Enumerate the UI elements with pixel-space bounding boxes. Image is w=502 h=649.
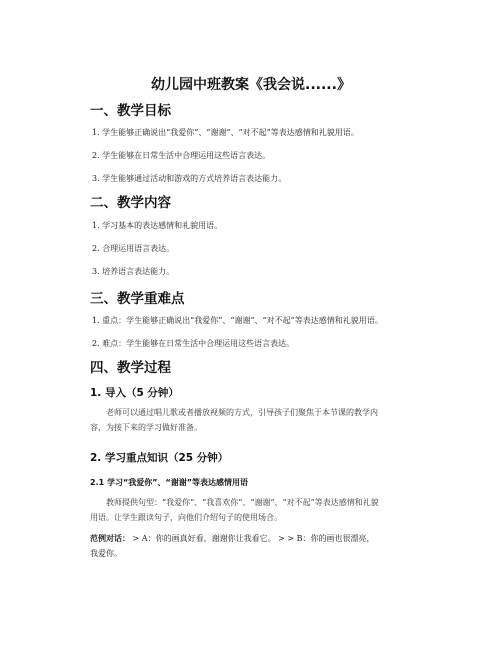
step-heading-learning: 2. 学习重点知识（25 分钟） <box>90 452 229 464</box>
list-item: 2. 难点：学生能够在日常生活中合理运用这些语言表达。 <box>92 339 295 348</box>
list-item: 2. 合理运用语言表达。 <box>92 244 175 253</box>
paragraph-line: 老师可以通过唱儿歌或者播放视频的方式，引导孩子们聚焦于本节课的教学内 <box>106 408 378 417</box>
section-heading-content: 二、教学内容 <box>90 195 171 211</box>
paragraph-line: 容，为接下来的学习做好准备。 <box>90 423 202 432</box>
example-dialog <box>90 531 430 561</box>
section-heading-process: 四、教学过程 <box>90 360 171 376</box>
list-item: 3. 培养语言表达能力。 <box>92 267 175 276</box>
paragraph-line: 用语。让学生跟读句子，向他们介绍句子的使用场合。 <box>90 513 282 522</box>
sub-heading-expressions: 2.1 学习“我爱你”、“谢谢”等表达感情用语 <box>90 478 248 487</box>
list-item: 2. 学生能够在日常生活中合理运用这些语言表达。 <box>92 151 271 160</box>
list-item: 1. 重点：学生能够正确说出“我爱你”、“谢谢”、“对不起”等表达感情和礼貌用语。 <box>92 316 383 325</box>
dialog-label: 范例对话： <box>90 534 130 543</box>
section-heading-goals: 一、教学目标 <box>90 103 171 119</box>
page-title: 幼儿园中班教案《我会说......》 <box>151 77 351 93</box>
list-item: 3. 学生能够通过活动和游戏的方式培养语言表达能力。 <box>92 174 287 183</box>
dialog-line: > A：你的画真好看，谢谢你让我看它。 > > B：你的画也很漂亮， <box>130 534 375 543</box>
list-item: 1. 学生能够正确说出“我爱你”、“谢谢”、“对不起”等表达感情和礼貌用语。 <box>92 128 359 137</box>
dialog-line: 我爱你。 <box>90 549 122 558</box>
paragraph-line: 教师提供句型：“我爱你”、“我喜欢你”、“谢谢”、“对不起”等表达感情和礼貌 <box>106 498 379 507</box>
section-heading-keypoints: 三、教学重难点 <box>90 291 185 307</box>
step-intro-paragraph <box>90 405 420 435</box>
step-heading-intro: 1. 导入（5 分钟） <box>90 387 179 399</box>
list-item: 1. 学习基本的表达感情和礼貌用语。 <box>92 221 223 230</box>
step-learning-paragraph <box>90 495 420 525</box>
